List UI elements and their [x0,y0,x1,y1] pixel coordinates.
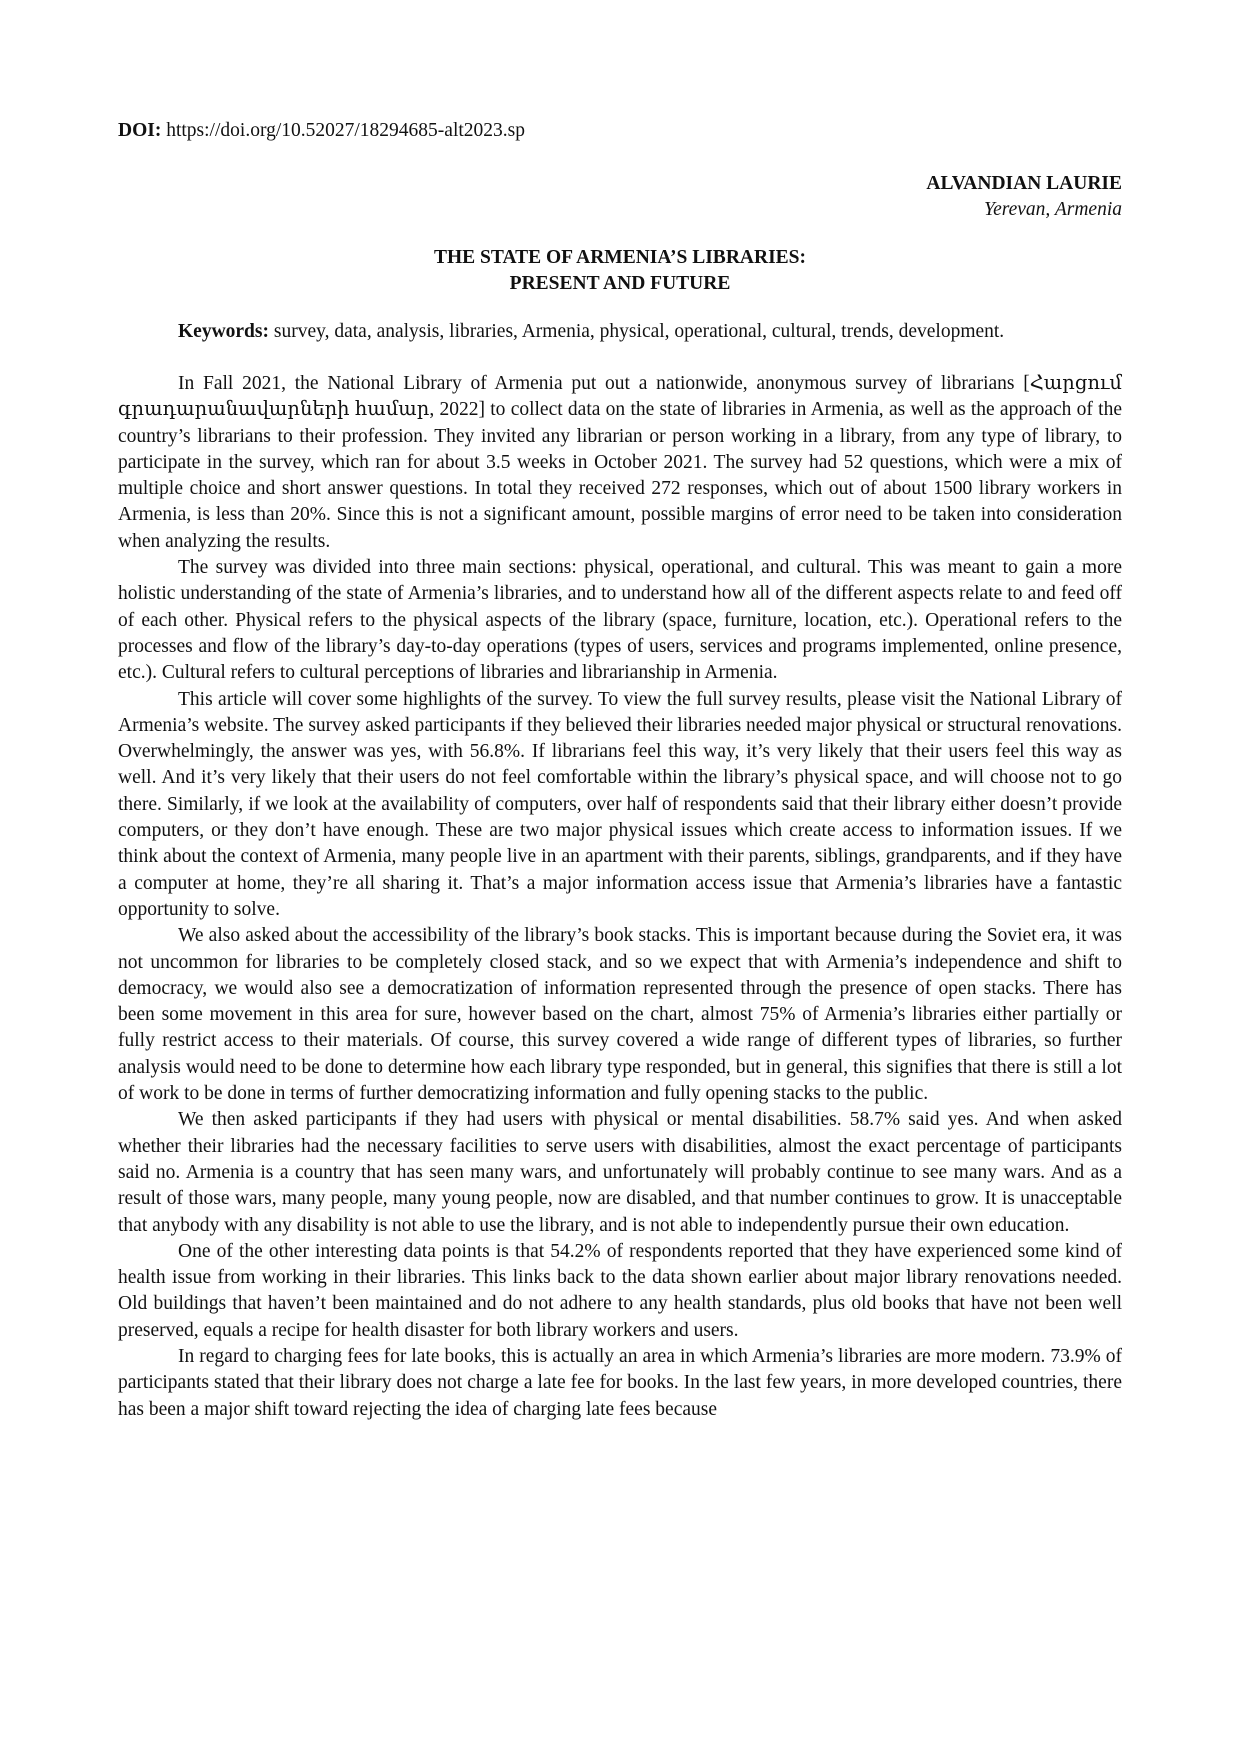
doi-label: DOI: [118,120,162,141]
title-line-2: PRESENT AND FUTURE [509,273,731,294]
keywords-label: Keywords: [178,321,269,342]
author-name: ALVANDIAN LAURIE [926,173,1122,194]
article-page [118,118,1122,1423]
paragraph-6: One of the other interesting data points is that 54.2% of respondents reported that they have experienced some kind of health issue from working in their libraries. This links back to the data shown earlier about major library renovations needed. Old buildings that haven’t been maintained and do not adhere to any health standards, plus old books that have not been well preserved, equals a recipe for health disaster for both library workers and users. [118,1240,1122,1341]
paragraph-4: We also asked about the accessibility of the library’s book stacks. This is important because during the Soviet era, it was not uncommon for libraries to be completely closed stack, and so we expect that with Armenia’s independence and shift to democracy, we would also see a democratization of information represented through the presence of open stacks. There has been some movement in this area for sure, however based on the chart, almost 75% of Armenia’s libraries either partially or fully restrict access to their materials. Of course, this survey covered a wide range of different types of libraries, so further analysis would need to be done to determine how each library type responded, but in general, this signifies that there is still a lot of work to be done in terms of further democratizing information and fully opening stacks to the public. [118,925,1122,1105]
article-title [118,245,1122,297]
keywords-text: survey, data, analysis, libraries, Armenia, physical, operational, cultural, trends, development. [273,321,1005,342]
keywords [118,319,1122,345]
paragraph-5: We then asked participants if they had users with physical or mental disabilities. 58.7% said yes. And when asked whether their libraries had the necessary facilities to serve users with disabilities, almost the exact percentage of participants said no. Armenia is a country that has seen many wars, and unfortunately will probably continue to see many wars. And as a result of those wars, many people, many young people, now are disabled, and that number continues to grow. It is unacceptable that anybody with any disability is not able to use the library, and is not able to independently pursue their own education. [118,1109,1122,1236]
paragraph-2: The survey was divided into three main sections: physical, operational, and cultural. This was meant to gain a more holistic understanding of the state of Armenia’s libraries, and to understand how all of the different aspects relate to and feed off of each other. Physical refers to the physical aspects of the library (space, furniture, location, etc.). Operational refers to the processes and flow of the library’s day-to-day operations (types of users, services and programs implemented, online presence, etc.). Cultural refers to cultural perceptions of libraries and librarianship in Armenia. [118,557,1122,684]
doi-line [118,118,1122,144]
author-block [118,171,1122,223]
article-body [118,371,1122,1423]
author-affiliation: Yerevan, Armenia [984,199,1122,220]
paragraph-3: This article will cover some highlights of the survey. To view the full survey results, please visit the National Library of Armenia’s website. The survey asked participants if they believed their libraries needed major physical or structural renovations. Overwhelmingly, the answer was yes, with 56.8%. If librarians feel this way, it’s very likely that their users feel this way as well. And it’s very likely that their users do not feel comfortable within the library’s physical space, and will choose not to go there. Similarly, if we look at the availability of computers, over half of respondents said that their library either doesn’t provide computers, or they don’t have enough. These are two major physical issues which create access to information issues. If we think about the context of Armenia, many people live in an apartment with their parents, siblings, grandparents, and if they have a computer at home, they’re all sharing it. That’s a major information access issue that Armenia’s libraries have a fantastic opportunity to solve. [118,688,1122,920]
paragraph-7: In regard to charging fees for late books, this is actually an area in which Armenia’s libraries are more modern. 73.9% of participants stated that their library does not charge a late fee for books. In the last few years, in more developed countries, there has been a major shift toward rejecting the idea of charging late fees because [118,1345,1122,1420]
paragraph-1: In Fall 2021, the National Library of Armenia put out a nationwide, anonymous survey of librarians [Հարցում գրադարանավարների համար, 2022] to collect data on the state of libraries in Armenia, as well as the approach of the country’s librarians to their profession. They invited any librarian or person working in a library, from any type of library, to participate in the survey, which ran for about 3.5 weeks in October 2021. The survey had 52 questions, which were a mix of multiple choice and short answer questions. In total they received 272 responses, which out of about 1500 library workers in Armenia, is less than 20%. Since this is not a significant amount, possible margins of error need to be taken into consideration when analyzing the results. [118,373,1122,552]
title-line-1: THE STATE OF ARMENIA’S LIBRARIES: [433,247,806,268]
doi-link[interactable]: https://doi.org/10.52027/18294685-alt2023.sp [166,120,525,141]
